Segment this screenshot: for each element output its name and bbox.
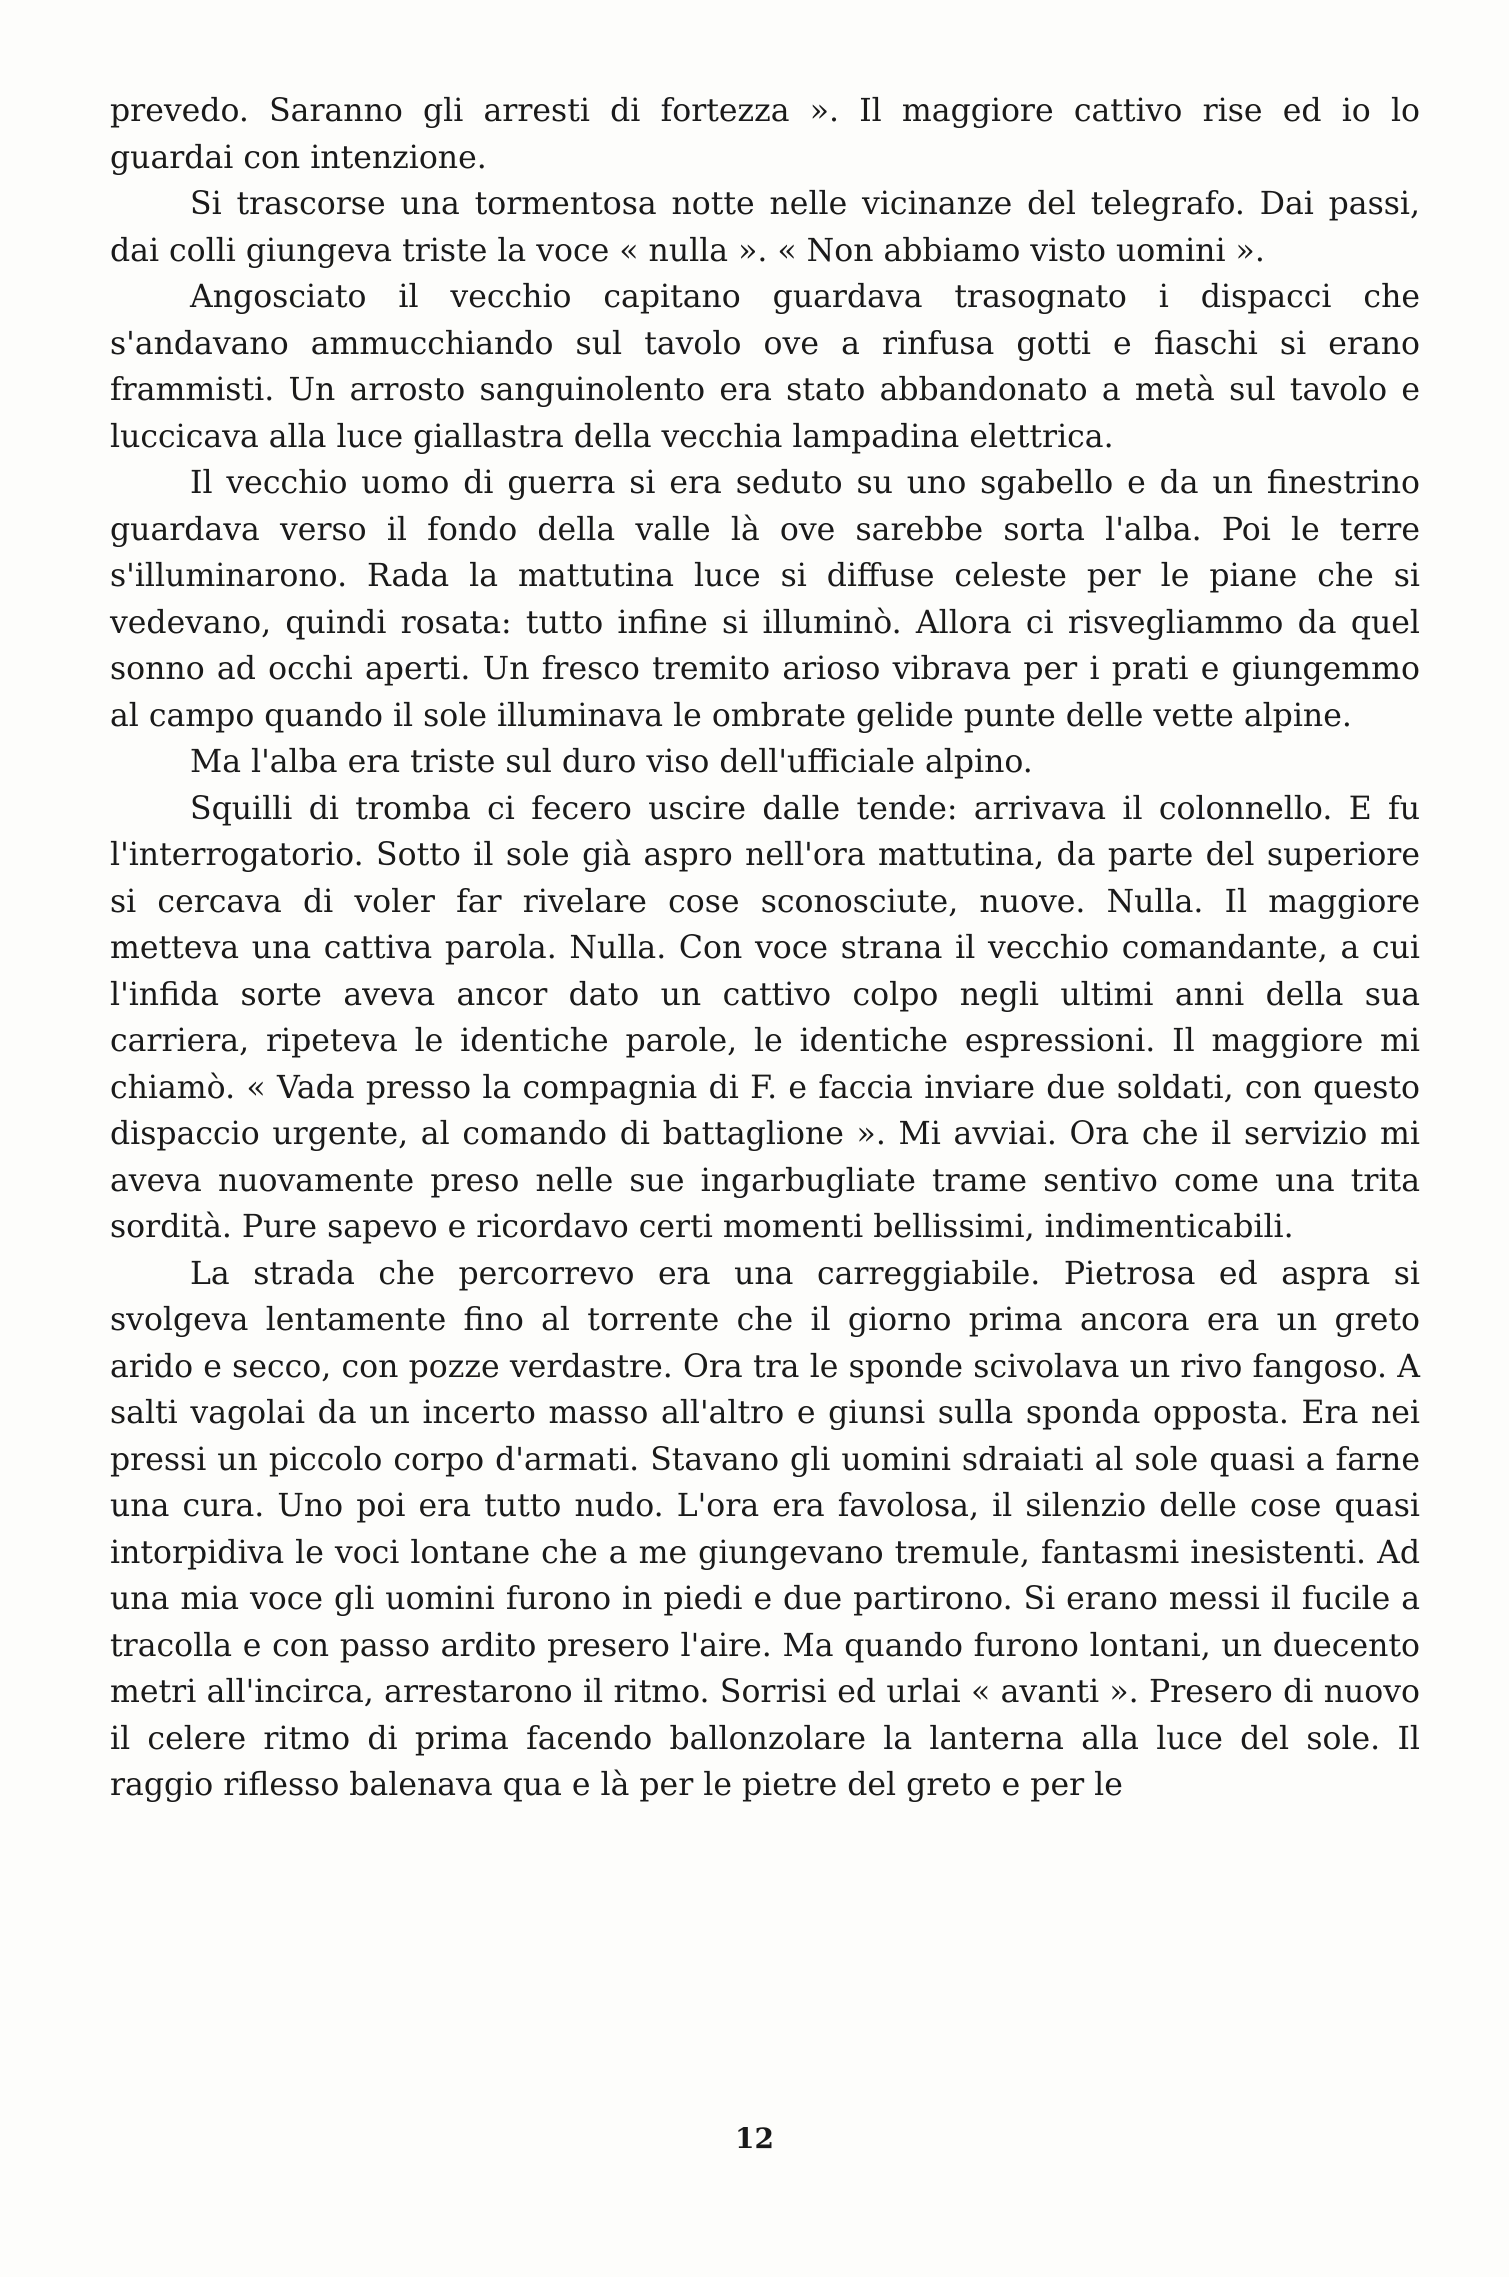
paragraph: La strada che percorrevo era una carreggiabile. Pietrosa ed aspra si svolgeva lentamente fino al torrente che il giorno prima ancora era un greto arido e secco, con pozze verdastre. Ora tra le sponde scivolava un rivo fangoso. A salti vagolai da un incerto masso all'altro e giunsi sulla sponda opposta. Era nei pressi un piccolo corpo d'armati. Stavano gli uomini sdraiati al sole quasi a farne una cura. Uno poi era tutto nudo. L'ora era favolosa, il silenzio delle cose quasi intorpidiva le voci lontane che a me giungevano tremule, fantasmi inesistenti. Ad una mia voce gli uomini furono in piedi e due partirono. Si erano messi il fucile a tracolla e con passo ardito presero l'aire. Ma quando furono lontani, un duecento metri all'incirca, arrestarono il ritmo. Sorrisi ed urlai « avanti ». Presero di nuovo il celere ritmo di prima facendo ballonzolare la lanterna alla luce del sole. Il raggio riflesso balenava qua e là per le pietre del greto e per le	[110, 1255, 1420, 1803]
page-number: 12	[735, 2122, 774, 2155]
paragraph: Si trascorse una tormentosa notte nelle vicinanze del telegrafo. Dai passi, dai colli giungeva triste la voce « nulla ». « Non abbiamo visto uomini ».	[110, 186, 1420, 269]
paragraph: Squilli di tromba ci fecero uscire dalle tende: arrivava il colonnello. E fu l'interrogatorio. Sotto il sole già aspro nell'ora mattutina, da parte del superiore si cercava di voler far rivelare cose sconosciute, nuove. Nulla. Il maggiore metteva una cattiva parola. Nulla. Con voce strana il vecchio comandante, a cui l'infida sorte aveva ancor dato un cattivo colpo negli ultimi anni della sua carriera, ripeteva le identiche parole, le identiche espressioni. Il maggiore mi chiamò. « Vada presso la compagnia di F. e faccia inviare due soldati, con questo dispaccio urgente, al comando di battaglione ». Mi avviai. Ora che il servizio mi aveva nuovamente preso nelle sue ingarbugliate trame sentivo come una trita sordità. Pure sapevo e ricordavo certi momenti bellissimi, indimenticabili.	[110, 790, 1420, 1245]
body-text	[110, 88, 1420, 1809]
paragraph: Il vecchio uomo di guerra si era seduto su uno sgabello e da un finestrino guardava verso il fondo della valle là ove sarebbe sorta l'alba. Poi le terre s'illuminarono. Rada la mattutina luce si diffuse celeste per le piane che si vedevano, quindi rosata: tutto infine si illuminò. Allora ci risvegliammo da quel sonno ad occhi aperti. Un fresco tremito arioso vibrava per i prati e giungemmo al campo quando il sole illuminava le ombrate gelide punte delle vette alpine.	[110, 465, 1420, 734]
paragraph: Ma l'alba era triste sul duro viso dell'ufficiale alpino.	[190, 744, 1033, 780]
paragraph: Angosciato il vecchio capitano guardava trasognato i dispacci che s'andavano ammucchiando sul tavolo ove a rinfusa gotti e fiaschi si erano frammisti. Un arrosto sanguinolento era stato abbandonato a metà sul tavolo e luccicava alla luce giallastra della vecchia lampadina elettrica.	[110, 279, 1420, 455]
paragraph: prevedo. Saranno gli arresti di fortezza ». Il maggiore cattivo rise ed io lo guardai con intenzione.	[110, 93, 1420, 176]
